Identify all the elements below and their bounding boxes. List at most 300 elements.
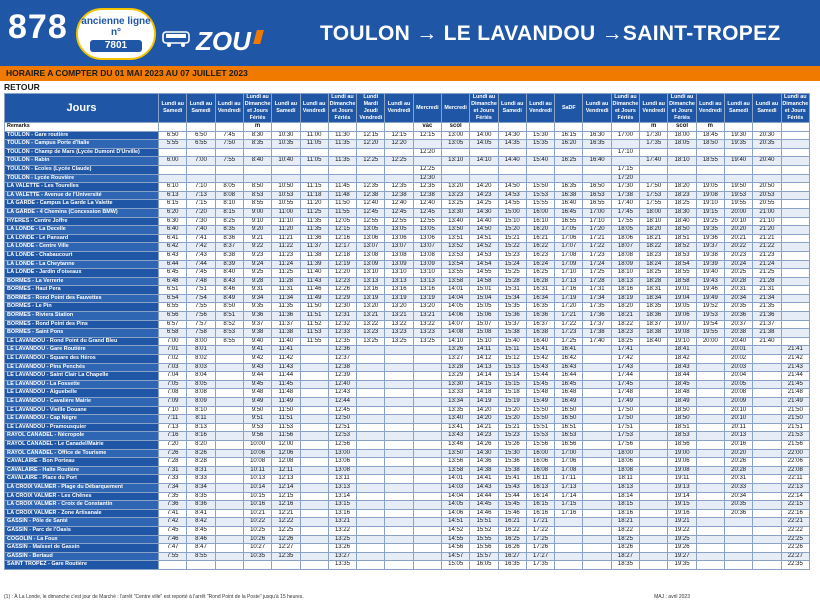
time-cell: 17:11 [555,475,583,484]
time-cell: 17:13 [555,483,583,492]
time-cell: 18:26 [611,544,639,553]
time-cell: 19:30 [724,131,752,140]
time-cell: 18:06 [611,234,639,243]
time-cell [357,509,385,518]
time-cell: 13:10 [442,157,470,166]
time-cell: 11:15 [300,183,328,192]
time-cell: 13:23 [357,329,385,338]
time-cell [300,518,328,527]
time-cell [526,148,554,157]
time-cell: 15:23 [498,432,526,441]
time-cell [555,174,583,183]
time-cell: 13:05 [442,140,470,149]
time-cell: 21:53 [781,432,809,441]
column-days-header: Lundi au Samedi [753,94,781,123]
time-cell: 6:55 [187,140,215,149]
time-cell [696,466,724,475]
time-cell: 21:48 [781,389,809,398]
time-cell: 8:09 [187,398,215,407]
time-cell: 16:36 [526,312,554,321]
table-row [5,148,810,157]
time-cell: 18:23 [611,329,639,338]
time-cell: 14:05 [442,303,470,312]
time-cell: 8:40 [243,157,271,166]
time-cell: 18:13 [611,277,639,286]
header-banner [0,0,820,66]
time-cell [328,148,356,157]
time-cell: 17:21 [526,518,554,527]
time-cell [753,380,781,389]
time-cell: 13:08 [385,251,413,260]
time-cell: 9:28 [243,277,271,286]
time-cell: 19:08 [696,191,724,200]
time-cell [668,148,696,157]
time-cell: 5:55 [159,140,187,149]
time-cell [753,449,781,458]
column-days-header: Lundi au Dimanche et Jours Fériés [244,94,271,121]
time-cell: 8:04 [187,372,215,381]
column-days-header: Lundi au Vendredi [583,94,611,123]
time-cell: 13:35 [442,406,470,415]
time-cell: 7:04 [159,372,187,381]
column-days-header: Lundi au Samedi [159,94,187,123]
time-cell [442,165,470,174]
time-cell: 9:56 [243,432,271,441]
time-cell: 12:26 [328,286,356,295]
time-cell: 21:31 [753,286,781,295]
time-cell: 8:42 [187,518,215,527]
time-cell: 16:38 [555,191,583,200]
time-cell: 18:21 [611,518,639,527]
time-cell: 21:45 [781,380,809,389]
time-cell: 15:20 [498,226,526,235]
time-cell: 14:46 [470,509,498,518]
time-cell: 17:07 [555,243,583,252]
time-cell: 12:15 [385,131,413,140]
time-cell: 21:56 [781,440,809,449]
time-cell: 15:35 [498,303,526,312]
time-cell: 8:20 [187,440,215,449]
stop-name: BORMES - Riviera Station [5,312,159,321]
time-cell: 8:25 [215,217,243,226]
time-cell: 8:16 [187,432,215,441]
time-cell: 20:33 [724,483,752,492]
time-cell: 15:01 [470,286,498,295]
time-cell: 21:10 [753,217,781,226]
time-cell: 11:35 [300,217,328,226]
time-cell: 15:21 [498,234,526,243]
table-row [5,191,810,200]
time-cell: 13:16 [357,286,385,295]
time-cell: 15:28 [498,277,526,286]
time-cell: 16:35 [583,140,611,149]
time-cell: 18:28 [640,277,668,286]
stop-name: RAYOL CANADEL - Nécropole [5,432,159,441]
time-cell: 12:00 [272,440,300,449]
stop-name: GASSIN - Bertaud [5,552,159,561]
remark-cell [215,123,243,132]
time-cell: 6:55 [159,303,187,312]
time-cell: 13:28 [442,363,470,372]
time-cell: 15:08 [470,329,498,338]
time-cell: 13:05 [385,226,413,235]
time-cell: 19:40 [724,157,752,166]
time-cell: 21:43 [781,363,809,372]
time-cell [328,174,356,183]
time-cell: 12:25 [357,157,385,166]
column-days-header: SaDF [555,94,583,123]
time-cell: 17:50 [611,406,639,415]
time-cell: 12:20 [328,269,356,278]
time-cell: 7:40 [187,226,215,235]
time-cell [781,269,809,278]
time-cell: 14:35 [498,140,526,149]
time-cell: 6:50 [159,131,187,140]
time-cell [413,526,441,535]
time-cell: 15:51 [470,518,498,527]
time-cell [413,466,441,475]
time-cell: 16:35 [526,303,554,312]
time-cell: 8:26 [187,449,215,458]
time-cell: 15:36 [498,458,526,467]
remark-cell [300,123,328,132]
time-cell: 11:22 [272,243,300,252]
time-cell [583,363,611,372]
time-cell [413,509,441,518]
time-cell: 11:05 [300,140,328,149]
time-cell [159,561,187,570]
time-cell [300,466,328,475]
time-cell [583,518,611,527]
time-cell: 12:44 [328,398,356,407]
time-cell: 20:31 [724,475,752,484]
time-cell: 12:56 [328,440,356,449]
time-cell: 11:38 [300,251,328,260]
time-cell [696,346,724,355]
time-cell [724,518,752,527]
time-cell: 18:06 [611,458,639,467]
time-cell: 10:55 [272,200,300,209]
time-cell [215,449,243,458]
time-cell: 12:53 [328,432,356,441]
time-cell: 11:55 [328,208,356,217]
time-cell: 17:30 [611,183,639,192]
time-cell [357,561,385,570]
stop-name: LA VALETTE - Les Tourelles [5,183,159,192]
time-cell: 15:18 [498,389,526,398]
time-cell: 15:46 [498,509,526,518]
time-cell [385,449,413,458]
time-cell: 17:31 [583,286,611,295]
time-cell [413,501,441,510]
time-cell [640,174,668,183]
time-cell: 18:23 [668,191,696,200]
time-cell: 6:10 [159,183,187,192]
time-cell: 12:30 [328,303,356,312]
time-cell: 21:20 [753,226,781,235]
time-cell: 17:21 [555,312,583,321]
time-cell [668,165,696,174]
time-cell: 15:43 [526,363,554,372]
time-cell: 15:55 [470,535,498,544]
time-cell [413,157,441,166]
time-cell: 20:36 [724,312,752,321]
time-cell: 21:44 [781,372,809,381]
table-row [5,208,810,217]
time-cell: 21:41 [781,346,809,355]
time-cell [724,561,752,570]
time-cell: 12:17 [328,243,356,252]
time-cell: 10:25 [243,526,271,535]
time-cell [413,140,441,149]
time-cell: 13:07 [385,243,413,252]
time-cell [300,372,328,381]
time-cell: 16:43 [555,363,583,372]
table-row [5,518,810,527]
time-cell: 18:15 [611,501,639,510]
time-cell: 13:34 [442,398,470,407]
time-cell: 15:36 [498,312,526,321]
table-row [5,165,810,174]
time-cell: 17:37 [583,320,611,329]
time-cell: 20:31 [724,286,752,295]
time-cell: 9:43 [243,363,271,372]
time-cell: 8:35 [215,226,243,235]
time-cell [187,165,215,174]
time-cell [555,544,583,553]
time-cell [753,552,781,561]
time-cell [357,458,385,467]
time-cell: 8:53 [215,329,243,338]
time-cell [357,346,385,355]
time-cell [781,174,809,183]
time-cell: 16:27 [498,552,526,561]
time-cell: 13:05 [413,226,441,235]
time-cell: 18:22 [611,320,639,329]
time-cell [328,165,356,174]
time-cell: 15:22 [498,243,526,252]
time-cell [781,226,809,235]
time-cell: 22:13 [781,483,809,492]
time-cell [413,423,441,432]
time-cell: 6:48 [159,277,187,286]
stop-name: LA CROIX VALMER - Zone Artisanale [5,509,159,518]
time-cell: 14:51 [470,234,498,243]
time-cell: 21:49 [781,398,809,407]
time-cell: 7:31 [159,466,187,475]
time-cell: 10:50 [272,183,300,192]
stop-name: COGOLIN - La Foux [5,535,159,544]
time-cell: 15:41 [526,346,554,355]
time-cell: 10:16 [243,501,271,510]
stop-name: BORMES - Rond Point des Fauvettes [5,294,159,303]
time-cell: 17:00 [583,208,611,217]
time-cell: 9:25 [243,269,271,278]
time-cell: 15:45 [498,501,526,510]
time-cell: 12:37 [328,355,356,364]
brand-mark-icon [253,30,264,44]
time-cell [300,492,328,501]
time-cell [413,518,441,527]
time-cell: 12:15 [272,492,300,501]
time-cell: 9:31 [243,286,271,295]
time-cell [753,509,781,518]
time-cell [696,501,724,510]
time-cell: 13:35 [328,561,356,570]
time-cell: 14:41 [470,475,498,484]
time-cell: 15:53 [526,432,554,441]
time-cell [215,415,243,424]
time-cell: 17:35 [640,140,668,149]
time-cell: 11:00 [272,208,300,217]
time-cell: 16:31 [526,286,554,295]
time-cell: 21:38 [753,329,781,338]
time-cell: 17:28 [583,277,611,286]
time-cell: 11:50 [272,406,300,415]
time-cell: 11:35 [300,226,328,235]
time-cell [668,174,696,183]
time-cell: 11:41 [272,346,300,355]
time-cell: 16:30 [583,131,611,140]
time-cell: 6:58 [159,329,187,338]
time-cell [781,208,809,217]
time-cell [215,483,243,492]
time-cell: 18:55 [668,269,696,278]
time-cell: 8:55 [243,200,271,209]
time-cell: 13:27 [442,355,470,364]
time-cell: 11:20 [272,226,300,235]
table-row [5,398,810,407]
time-cell: 13:21 [385,312,413,321]
time-cell [413,372,441,381]
table-row [5,509,810,518]
time-cell: 12:55 [413,217,441,226]
time-cell: 15:51 [526,423,554,432]
time-cell: 19:05 [696,183,724,192]
time-cell: 12:19 [328,260,356,269]
time-cell: 12:15 [413,131,441,140]
time-cell: 21:34 [753,294,781,303]
time-cell: 15:50 [526,406,554,415]
time-cell [215,492,243,501]
time-cell: 17:06 [555,234,583,243]
column-days-header: Lundi au Samedi [187,94,215,123]
time-cell: 13:22 [385,320,413,329]
time-cell: 17:49 [611,398,639,407]
stop-name: HYERES - Centre Joffre [5,217,159,226]
time-cell: 8:05 [187,380,215,389]
stop-name: LE LAVANDOU - Saint Clair La Chapelle [5,372,159,381]
stop-name: BORMES - Le Pin [5,303,159,312]
time-cell: 13:25 [385,337,413,346]
time-cell: 13:29 [442,372,470,381]
time-cell: 20:35 [724,501,752,510]
table-row [5,440,810,449]
time-cell: 13:06 [385,234,413,243]
time-cell: 6:50 [187,131,215,140]
time-cell: 12:14 [272,483,300,492]
time-cell: 14:53 [470,251,498,260]
time-cell: 11:49 [300,294,328,303]
time-cell [640,440,668,449]
stop-name: LE LAVANDOU - Pins Penchés [5,363,159,372]
time-cell: 16:45 [555,208,583,217]
time-cell: 17:55 [640,200,668,209]
time-cell: 8:50 [215,303,243,312]
time-cell: 15:26 [498,440,526,449]
table-row [5,312,810,321]
time-cell: 16:35 [555,183,583,192]
time-cell: 18:34 [640,294,668,303]
time-cell: 8:10 [187,406,215,415]
time-cell: 16:40 [583,157,611,166]
time-cell: 16:21 [498,518,526,527]
time-cell [357,423,385,432]
time-cell [753,363,781,372]
time-cell: 11:36 [272,312,300,321]
time-cell: 21:35 [753,303,781,312]
time-cell [753,165,781,174]
table-row [5,337,810,346]
time-cell: 13:58 [442,277,470,286]
time-cell [215,432,243,441]
time-cell: 11:36 [300,234,328,243]
time-cell: 12:27 [272,544,300,553]
time-cell: 10:08 [243,458,271,467]
time-cell [413,406,441,415]
time-cell [753,466,781,475]
time-cell [781,191,809,200]
time-cell [300,423,328,432]
time-cell: 21:22 [753,243,781,252]
time-cell: 8:05 [215,183,243,192]
time-cell: 17:19 [555,294,583,303]
time-cell [640,380,668,389]
column-days-header: Lundi au Vendredi [526,94,554,123]
time-cell: 17:08 [555,466,583,475]
time-cell [696,544,724,553]
time-cell [385,398,413,407]
time-cell: 13:10 [413,269,441,278]
time-cell [640,535,668,544]
time-cell [611,157,639,166]
time-cell: 21:00 [753,208,781,217]
time-cell: 13:06 [328,458,356,467]
time-cell: 14:55 [498,200,526,209]
time-cell: 18:50 [668,415,696,424]
time-cell [357,415,385,424]
time-cell [498,148,526,157]
time-cell: 17:24 [583,260,611,269]
time-cell: 7:51 [187,286,215,295]
time-cell: 18:55 [696,157,724,166]
time-cell [300,398,328,407]
time-cell: 20:24 [724,260,752,269]
remark-cell [357,123,385,132]
time-cell [640,501,668,510]
time-cell: 14:30 [470,208,498,217]
stop-name: LE LAVANDOU - Pramousquier [5,423,159,432]
time-cell: 21:50 [781,406,809,415]
table-row [5,226,810,235]
table-row [5,294,810,303]
time-cell: 15:56 [470,544,498,553]
time-cell: 10:22 [243,518,271,527]
time-cell: 12:20 [385,140,413,149]
time-cell [215,501,243,510]
time-cell [640,148,668,157]
time-cell: 12:18 [328,251,356,260]
